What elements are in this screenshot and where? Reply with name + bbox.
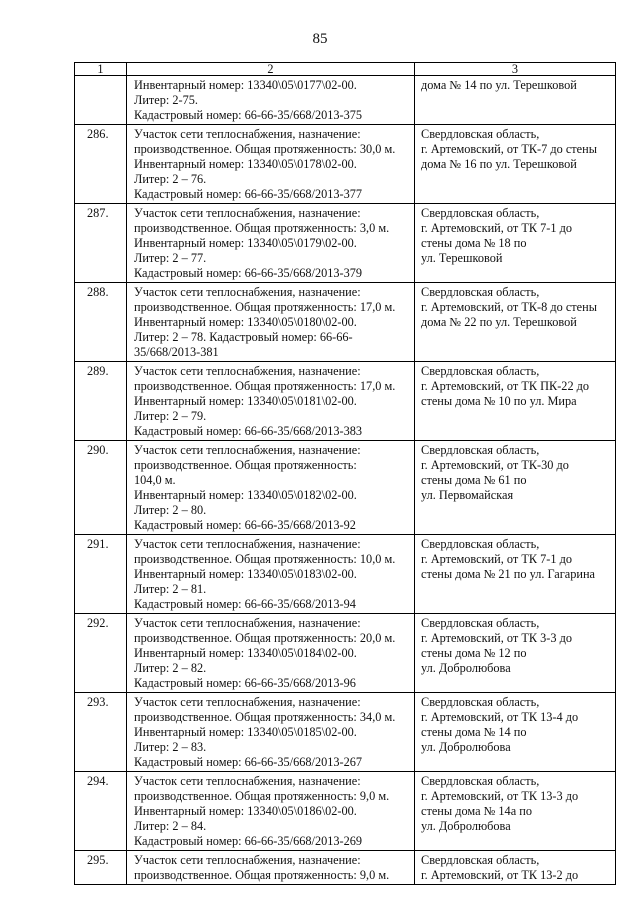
address-line: Свердловская область, xyxy=(421,616,540,630)
table-row xyxy=(75,614,616,693)
object-address xyxy=(415,772,616,851)
description-line: Литер: 2 – 81. xyxy=(134,582,207,596)
table-row xyxy=(75,851,616,885)
address-line: г. Артемовский, от ТК-30 до xyxy=(421,458,569,472)
address-line: ул. Добролюбова xyxy=(421,740,511,754)
address-line: г. Артемовский, от ТК 3-3 до xyxy=(421,631,573,645)
row-number: 292. xyxy=(75,614,127,693)
description-line: 104,0 м. xyxy=(134,473,176,487)
table-row xyxy=(75,76,616,125)
address-line: стены дома № 21 по ул. Гагарина xyxy=(421,567,596,581)
address-line: ул. Добролюбова xyxy=(421,661,511,675)
table-row xyxy=(75,772,616,851)
address-line: г. Артемовский, от ТК 7-1 до xyxy=(421,221,573,235)
address-line: ул. Добролюбова xyxy=(421,819,511,833)
description-line: Литер: 2-75. xyxy=(134,93,199,107)
address-line: г. Артемовский, от ТК 7-1 до xyxy=(421,552,573,566)
description-line: Литер: 2 – 76. xyxy=(134,172,207,186)
object-address xyxy=(415,614,616,693)
address-line: г. Артемовский, от ТК 13-4 до xyxy=(421,710,579,724)
description-line: Литер: 2 – 84. xyxy=(134,819,207,833)
table-row xyxy=(75,125,616,204)
object-description xyxy=(127,125,415,204)
table-header-row xyxy=(75,63,616,76)
address-line: Свердловская область, xyxy=(421,695,540,709)
description-line: Участок сети теплоснабжения, назначение: xyxy=(134,127,361,141)
description-line: Кадастровый номер: 66-66-35/668/2013-94 xyxy=(134,597,356,611)
object-address xyxy=(415,204,616,283)
description-line: Литер: 2 – 79. xyxy=(134,409,207,423)
object-description xyxy=(127,693,415,772)
description-line: Инвентарный номер: 13340\05\0177\02-00. xyxy=(134,78,357,92)
column-header-description: 2 xyxy=(127,63,415,76)
description-line: Кадастровый номер: 66-66-35/668/2013-267 xyxy=(134,755,363,769)
description-line: Литер: 2 – 82. xyxy=(134,661,207,675)
object-address xyxy=(415,693,616,772)
description-line: производственное. Общая протяженность: 34,0 м. xyxy=(134,710,396,724)
address-line: г. Артемовский, от ТК-7 до стены xyxy=(421,142,597,156)
address-line: стены дома № 14 по xyxy=(421,725,527,739)
address-line: г. Артемовский, от ТК ПК-22 до xyxy=(421,379,590,393)
address-line: г. Артемовский, от ТК 13-2 до xyxy=(421,868,579,882)
object-address xyxy=(415,851,616,885)
address-line: Свердловская область, xyxy=(421,285,540,299)
description-line: Кадастровый номер: 66-66-35/668/2013-96 xyxy=(134,676,356,690)
table-row xyxy=(75,441,616,535)
description-line: Инвентарный номер: 13340\05\0179\02-00. xyxy=(134,236,357,250)
description-line: Инвентарный номер: 13340\05\0186\02-00. xyxy=(134,804,357,818)
row-number: 295. xyxy=(75,851,127,885)
description-line: Участок сети теплоснабжения, назначение: xyxy=(134,285,361,299)
description-line: Инвентарный номер: 13340\05\0178\02-00. xyxy=(134,157,357,171)
description-line: производственное. Общая протяженность: 17,0 м. xyxy=(134,300,396,314)
description-line: Участок сети теплоснабжения, назначение: xyxy=(134,695,361,709)
object-description xyxy=(127,76,415,125)
address-line: Свердловская область, xyxy=(421,206,540,220)
address-line: стены дома № 61 по xyxy=(421,473,527,487)
row-number: 287. xyxy=(75,204,127,283)
object-description xyxy=(127,283,415,362)
address-line: Свердловская область, xyxy=(421,853,540,867)
address-line: стены дома № 14а по xyxy=(421,804,532,818)
row-number xyxy=(75,76,127,125)
description-line: Литер: 2 – 83. xyxy=(134,740,207,754)
table-row xyxy=(75,362,616,441)
row-number: 286. xyxy=(75,125,127,204)
object-description xyxy=(127,614,415,693)
description-line: Инвентарный номер: 13340\05\0183\02-00. xyxy=(134,567,357,581)
address-line: Свердловская область, xyxy=(421,774,540,788)
object-description xyxy=(127,772,415,851)
description-line: производственное. Общая протяженность: xyxy=(134,458,357,472)
row-number: 291. xyxy=(75,535,127,614)
page-number: 85 xyxy=(312,31,328,47)
address-line: г. Артемовский, от ТК 13-3 до xyxy=(421,789,579,803)
table-row xyxy=(75,535,616,614)
address-line: Свердловская область, xyxy=(421,127,540,141)
address-line: ул. Терешковой xyxy=(421,251,503,265)
description-line: Участок сети теплоснабжения, назначение: xyxy=(134,616,361,630)
row-number: 290. xyxy=(75,441,127,535)
description-line: производственное. Общая протяженность: 3,0 м. xyxy=(134,221,390,235)
row-number: 294. xyxy=(75,772,127,851)
object-address xyxy=(415,362,616,441)
address-line: дома № 22 по ул. Терешковой xyxy=(421,315,577,329)
description-line: производственное. Общая протяженность: 20,0 м. xyxy=(134,631,396,645)
object-description xyxy=(127,362,415,441)
description-line: Кадастровый номер: 66-66-35/668/2013-92 xyxy=(134,518,356,532)
description-line: производственное. Общая протяженность: 10,0 м. xyxy=(134,552,396,566)
object-address xyxy=(415,76,616,125)
description-line: Литер: 2 – 80. xyxy=(134,503,207,517)
object-address xyxy=(415,283,616,362)
column-header-number: 1 xyxy=(75,63,127,76)
description-line: Участок сети теплоснабжения, назначение: xyxy=(134,774,361,788)
description-line: Инвентарный номер: 13340\05\0184\02-00. xyxy=(134,646,357,660)
address-line: Свердловская область, xyxy=(421,537,540,551)
description-line: производственное. Общая протяженность: 17,0 м. xyxy=(134,379,396,393)
description-line: производственное. Общая протяженность: 9,0 м. xyxy=(134,868,390,882)
description-line: Инвентарный номер: 13340\05\0180\02-00. xyxy=(134,315,357,329)
row-number: 289. xyxy=(75,362,127,441)
object-description xyxy=(127,441,415,535)
table-row xyxy=(75,204,616,283)
address-line: дома № 16 по ул. Терешковой xyxy=(421,157,577,171)
description-line: Инвентарный номер: 13340\05\0185\02-00. xyxy=(134,725,357,739)
address-line: стены дома № 18 по xyxy=(421,236,527,250)
description-line: Участок сети теплоснабжения, назначение: xyxy=(134,443,361,457)
description-line: Кадастровый номер: 66-66-35/668/2013-269 xyxy=(134,834,363,848)
table-row xyxy=(75,693,616,772)
address-line: Свердловская область, xyxy=(421,443,540,457)
object-address xyxy=(415,125,616,204)
object-address xyxy=(415,441,616,535)
object-description xyxy=(127,851,415,885)
description-line: Литер: 2 – 77. xyxy=(134,251,207,265)
property-registry-table xyxy=(74,62,616,885)
description-line: производственное. Общая протяженность: 30,0 м. xyxy=(134,142,396,156)
address-line: стены дома № 12 по xyxy=(421,646,527,660)
object-description xyxy=(127,204,415,283)
address-line: г. Артемовский, от ТК-8 до стены xyxy=(421,300,597,314)
description-line: Участок сети теплоснабжения, назначение: xyxy=(134,853,361,867)
description-line: Инвентарный номер: 13340\05\0182\02-00. xyxy=(134,488,357,502)
address-line: стены дома № 10 по ул. Мира xyxy=(421,394,577,408)
description-line: Участок сети теплоснабжения, назначение: xyxy=(134,364,361,378)
address-line: дома № 14 по ул. Терешковой xyxy=(421,78,577,92)
description-line: Кадастровый номер: 66-66-35/668/2013-379 xyxy=(134,266,363,280)
object-address xyxy=(415,535,616,614)
object-description xyxy=(127,535,415,614)
description-line: Кадастровый номер: 66-66-35/668/2013-383 xyxy=(134,424,363,438)
description-line: Участок сети теплоснабжения, назначение: xyxy=(134,537,361,551)
row-number: 288. xyxy=(75,283,127,362)
description-line: Кадастровый номер: 66-66-35/668/2013-377 xyxy=(134,187,363,201)
description-line: производственное. Общая протяженность: 9,0 м. xyxy=(134,789,390,803)
description-line: Инвентарный номер: 13340\05\0181\02-00. xyxy=(134,394,357,408)
address-line: ул. Первомайская xyxy=(421,488,514,502)
table-row xyxy=(75,283,616,362)
description-line: Кадастровый номер: 66-66-35/668/2013-375 xyxy=(134,108,363,122)
address-line: Свердловская область, xyxy=(421,364,540,378)
description-line: 35/668/2013-381 xyxy=(134,345,219,359)
column-header-address: 3 xyxy=(415,63,616,76)
description-line: Литер: 2 – 78. Кадастровый номер: 66-66- xyxy=(134,330,353,344)
description-line: Участок сети теплоснабжения, назначение: xyxy=(134,206,361,220)
row-number: 293. xyxy=(75,693,127,772)
